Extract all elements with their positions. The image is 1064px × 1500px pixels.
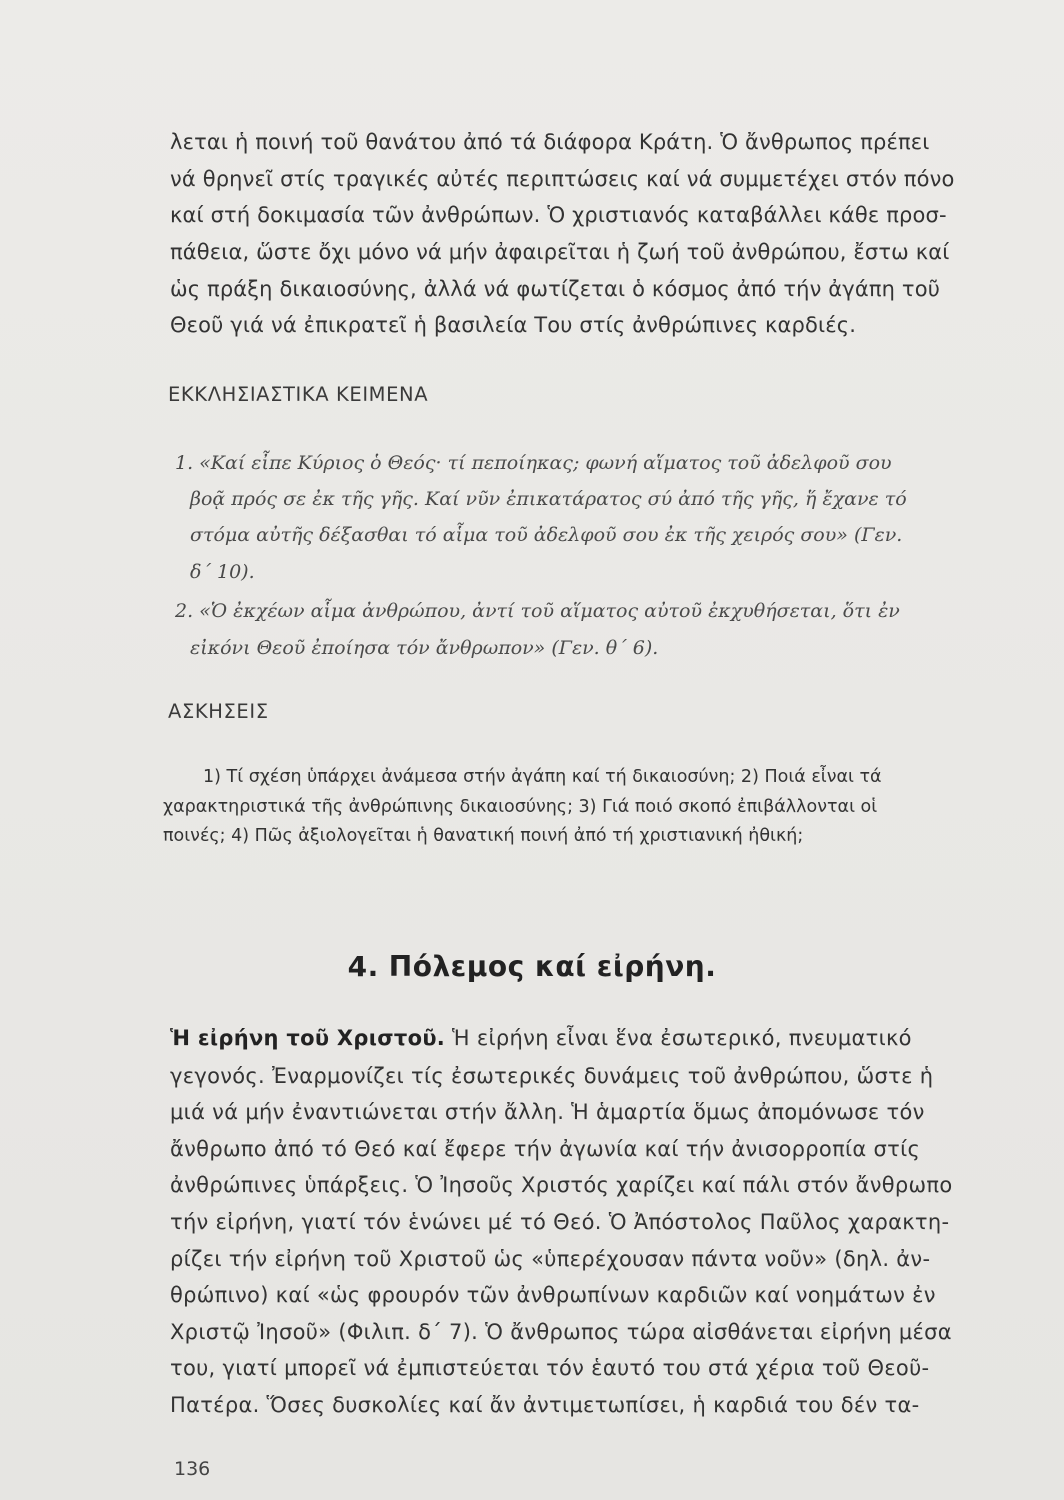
body-line: ἀνθρώπινες ὑπάρξεις. Ὁ Ἰησοῦς Χριστός χαρίζει καί πάλι στόν ἄνθρωπο <box>170 1173 953 1197</box>
exercise-line: χαρακτηριστικά τῆς ἀνθρώπινης δικαιοσύνης; 3) Γιά ποιό σκοπό ἐπιβάλλονται οἱ <box>163 797 878 817</box>
body-line: θρώπινο) καί «ὡς φρουρόν τῶν ἀνθρωπίνων καρδιῶν καί νοημάτων ἐν <box>170 1283 936 1307</box>
section-title <box>0 950 1064 983</box>
body-first-line <box>170 1026 912 1050</box>
section-title-text: Πόλεμος καί εἰρήνη. <box>388 950 717 983</box>
quote-line: βοᾷ πρός σε ἐκ τῆς γῆς. Καί νῦν ἐπικατάρατος σύ ἀπό τῆς γῆς, ἥ ἔχανε τό <box>190 488 907 510</box>
page-number: 136 <box>174 1458 211 1480</box>
paragraph-line: Θεοῦ γιά νά ἐπικρατεῖ ἡ βασιλεία Του στίς ἀνθρώπινες καρδιές. <box>170 313 857 337</box>
quote-line: δ΄ 10). <box>190 561 255 583</box>
body-line: Πατέρα. Ὅσες δυσκολίες καί ἄν ἀντιμετωπίσει, ἡ καρδιά του δέν τα- <box>170 1393 920 1417</box>
body-line: Χριστῷ Ἰησοῦ» (Φιλιπ. δ΄ 7). Ὁ ἄνθρωπος τώρα αἰσθάνεται εἰρήνη μέσα <box>170 1320 952 1344</box>
body-lead-bold: Ἡ εἰρήνη τοῦ Χριστοῦ. <box>170 1026 446 1050</box>
paragraph-line: καί στή δοκιμασία τῶν ἀνθρώπων. Ὁ χριστιανός καταβάλλει κάθε προσ- <box>170 203 947 227</box>
quote-line: 1. «Καί εἶπε Κύριος ὁ Θεός· τί πεποίηκας; φωνή αἵματος τοῦ ἀδελφοῦ σου <box>175 452 892 474</box>
exercises-heading: ΑΣΚΗΣΕΙΣ <box>168 700 269 723</box>
paragraph-line: λεται ἡ ποινή τοῦ θανάτου ἀπό τά διάφορα Κράτη. Ὁ ἄνθρωπος πρέπει <box>170 130 930 154</box>
quote-line: στόμα αὐτῆς δέξασθαι τό αἷμα τοῦ ἀδελφοῦ σου ἐκ τῆς χειρός σου» (Γεν. <box>190 524 903 546</box>
exercise-line: ποινές; 4) Πῶς ἀξιολογεῖται ἡ θανατική ποινή ἀπό τή χριστιανική ἠθική; <box>163 826 804 846</box>
body-line: του, γιατί μπορεῖ νά ἐμπιστεύεται τόν ἑαυτό του στά χέρια τοῦ Θεοῦ- <box>170 1356 930 1380</box>
paragraph-line: ὡς πράξη δικαιοσύνης, ἀλλά νά φωτίζεται ὁ κόσμος ἀπό τήν ἀγάπη τοῦ <box>170 277 941 301</box>
body-line: μιά νά μήν ἐναντιώνεται στήν ἄλλη. Ἡ ἁμαρτία ὅμως ἀπομόνωσε τόν <box>170 1100 925 1124</box>
body-line: ἄνθρωπο ἀπό τό Θεό καί ἔφερε τήν ἀγωνία καί τήν ἀνισορροπία στίς <box>170 1137 921 1161</box>
section-number: 4. <box>347 950 379 983</box>
quote-line: εἰκόνι Θεοῦ ἐποίησα τόν ἄνθρωπον» (Γεν. θ΄ 6). <box>190 637 659 659</box>
body-line: τήν εἰρήνη, γιατί τόν ἑνώνει μέ τό Θεό. Ὁ Ἀπόστολος Παῦλος χαρακτη- <box>170 1210 950 1234</box>
body-line: ρίζει τήν εἰρήνη τοῦ Χριστοῦ ὡς «ὑπερέχουσαν πάντα νοῦν» (δηλ. ἀν- <box>170 1247 931 1271</box>
paragraph-line: πάθεια, ὥστε ὄχι μόνο νά μήν ἀφαιρεῖται ἡ ζωή τοῦ ἀνθρώπου, ἔστω καί <box>170 240 950 264</box>
quote-line: 2. «Ὁ ἐκχέων αἷμα ἀνθρώπου, ἀντί τοῦ αἵματος αὐτοῦ ἐκχυθήσεται, ὅτι ἐν <box>175 600 900 622</box>
body-first-line-rest: Ἡ εἰρήνη εἶναι ἕνα ἐσωτερικό, πνευματικό <box>445 1026 912 1050</box>
paragraph-line: νά θρηνεῖ στίς τραγικές αὐτές περιπτώσεις καί νά συμμετέχει στόν πόνο <box>170 167 955 191</box>
church-texts-heading: ΕΚΚΛΗΣΙΑΣΤΙΚΑ ΚΕΙΜΕΝΑ <box>168 383 429 406</box>
body-line: γεγονός. Ἐναρμονίζει τίς ἐσωτερικές δυνάμεις τοῦ ἀνθρώπου, ὥστε ἡ <box>170 1064 934 1088</box>
exercise-line: 1) Τί σχέση ὑπάρχει ἀνάμεσα στήν ἀγάπη καί τή δικαιοσύνη; 2) Ποιά εἶναι τά <box>203 767 882 787</box>
